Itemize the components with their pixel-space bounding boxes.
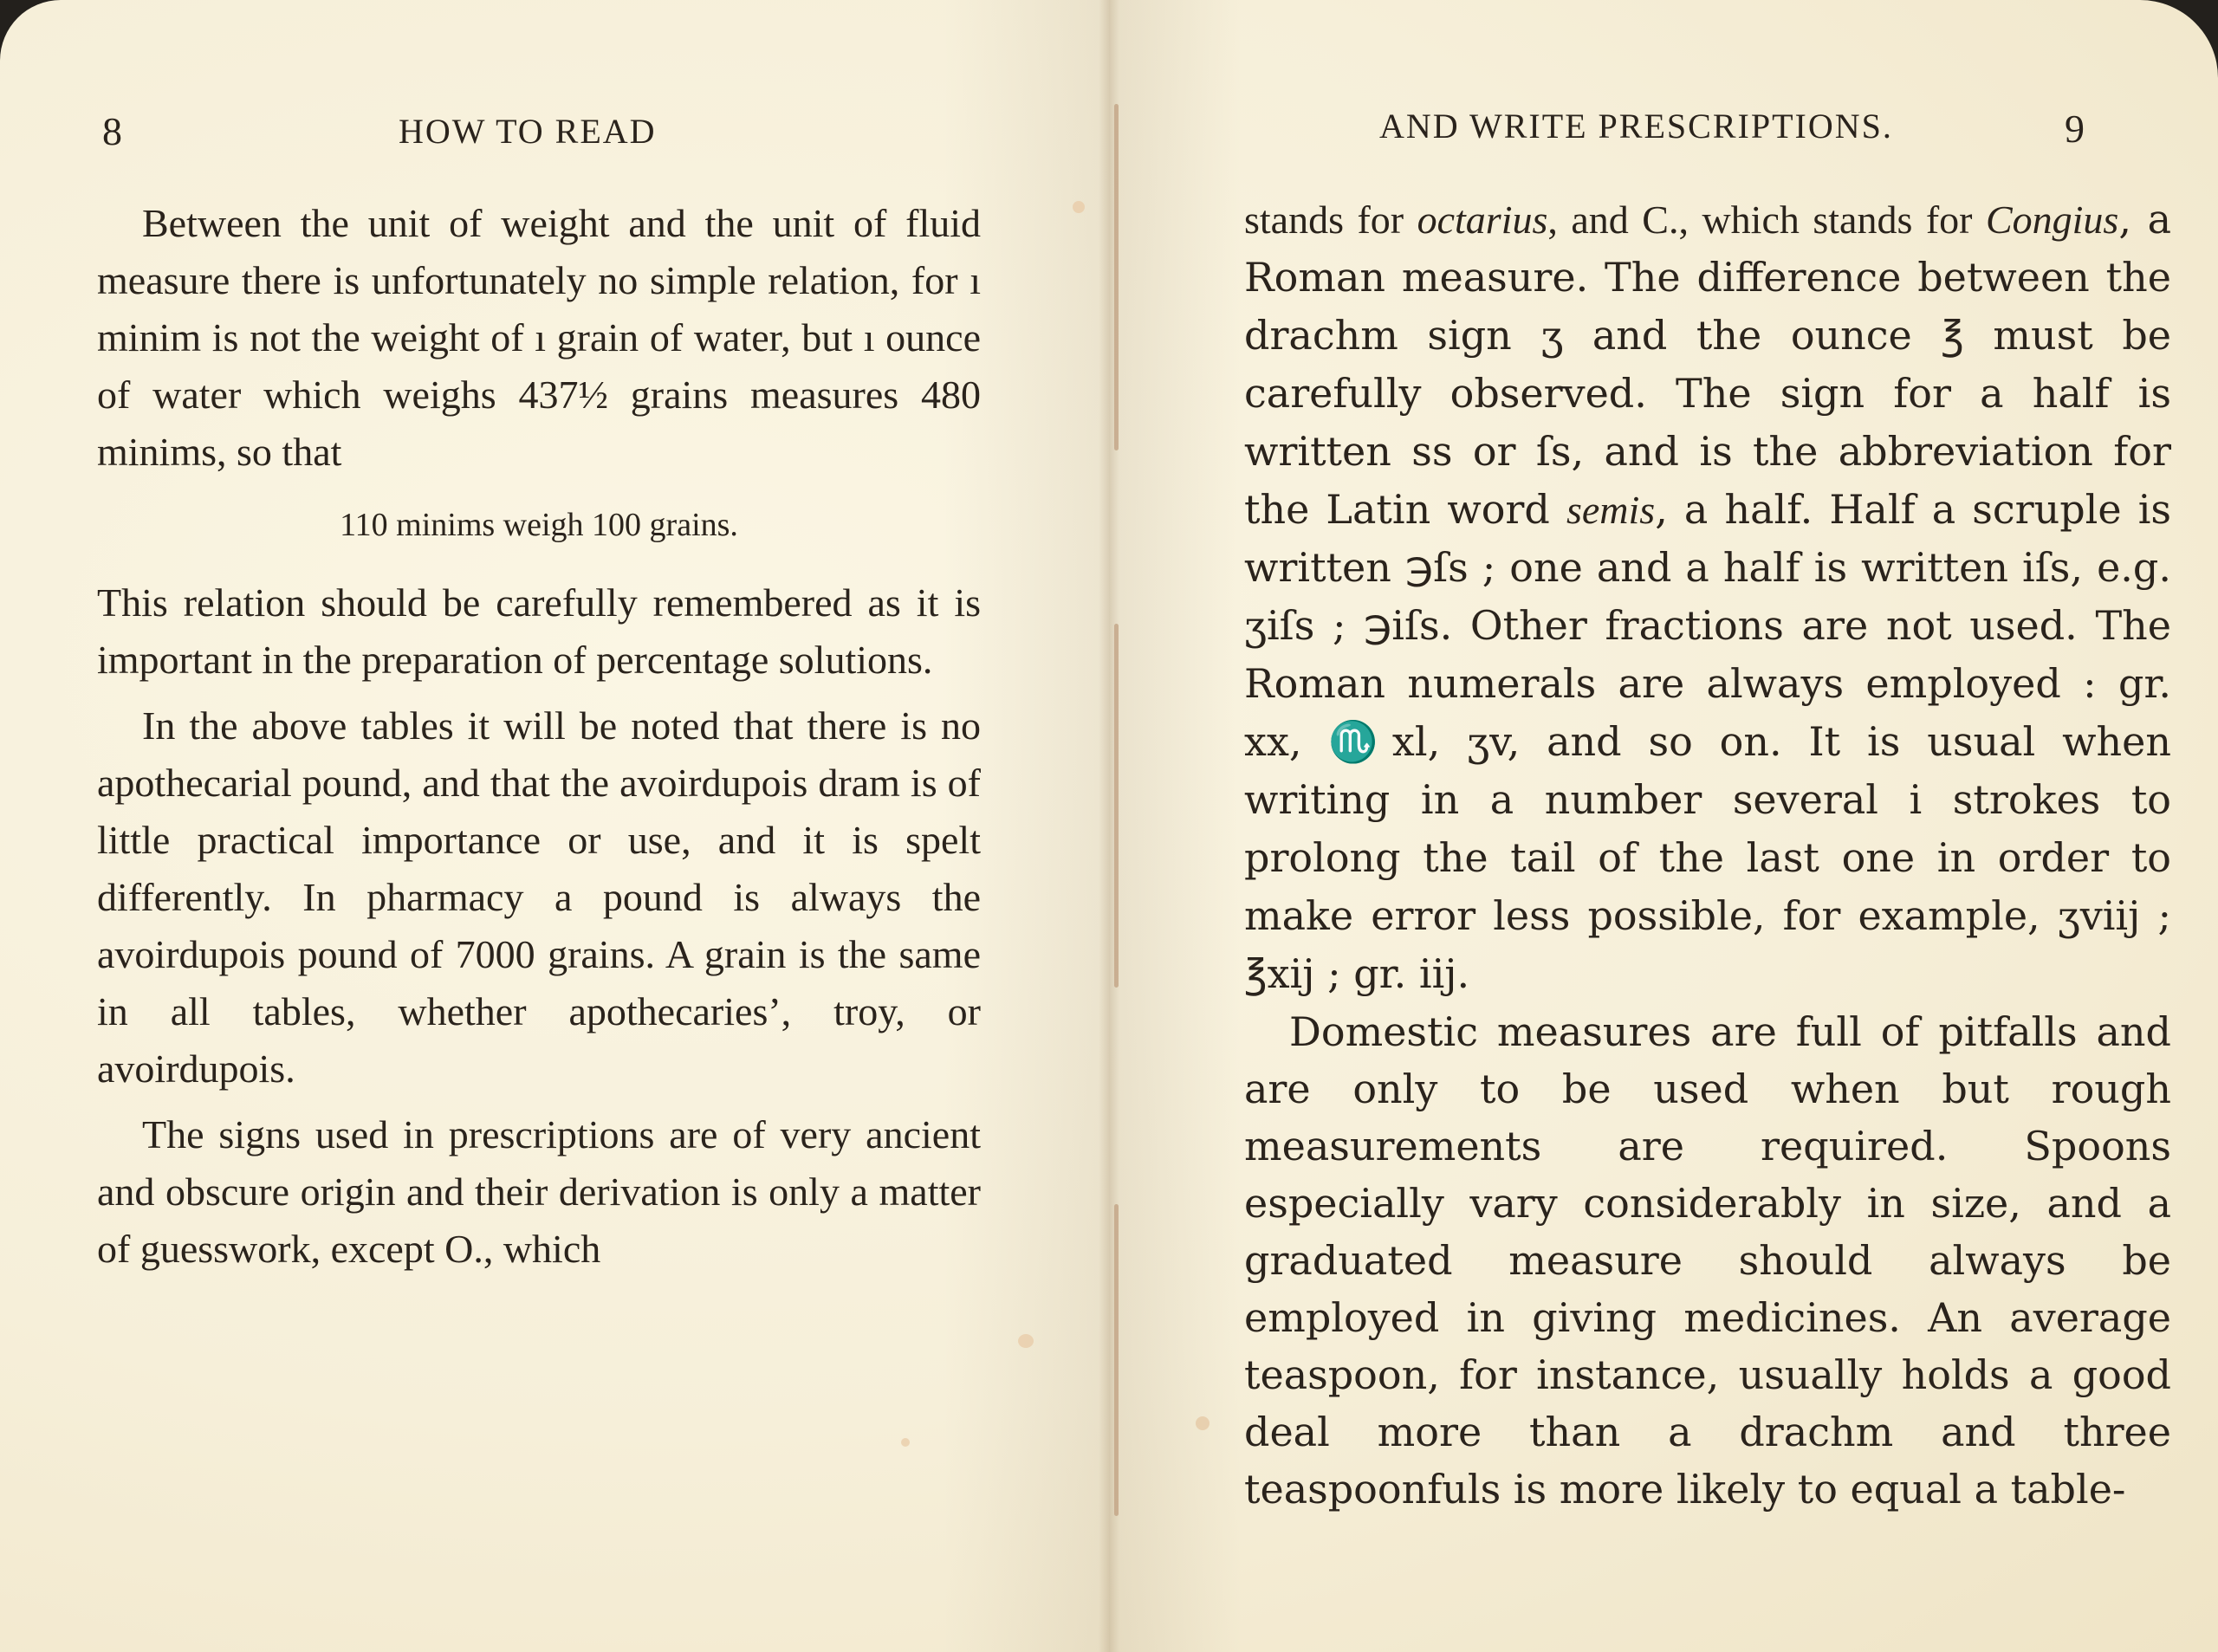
text-span: , and C., which stands for	[1547, 198, 1986, 242]
text-span: , a half. Half a scruple is written ℈ſs ; one and a half is written iſs, e.g. ʒiſs ; ℈iſs. Other fractions are not used. The Roman numerals are always employed : gr. xx, ♏xl, ʒv, and so on. It is usual when writing in a number several i strokes to prolong the tail of the last one in order to make error less possible, for example, ʒviij ; ℥xij ; gr. iij.	[1244, 486, 2172, 997]
foxing-spot	[1018, 1334, 1034, 1348]
paragraph	[1244, 191, 2171, 1003]
running-head-right: AND WRITE PRESCRIPTIONS.	[1379, 107, 1893, 146]
text-span: stands for	[1244, 198, 1417, 242]
running-head-left: HOW TO READ	[399, 112, 657, 151]
page-number-right: 9	[2065, 107, 2085, 151]
paragraph: This relation should be carefully remembered as it is important in the preparation of percentage solutions.	[97, 580, 981, 682]
paragraph: Between the unit of weight and the unit of fluid measure there is unfortunately no simple relation, for ı minim is not the weight of ı grain of water, but ı ounce of water which weighs 437½ grains measures 480 minims, so that	[97, 201, 981, 474]
left-body	[97, 195, 981, 1278]
italic-term: semis	[1566, 488, 1656, 532]
centered-formula: 110 minims weigh 100 grains.	[340, 507, 738, 543]
text-span: , a Roman measure. The difference between the drachm sign ʒ and the ounce ℥ must be carefully observed. The sign for a half is written ss or ſs, and is the abbreviation for the Latin word	[1244, 196, 2171, 533]
right-page	[1109, 0, 2218, 1652]
paragraph: Domestic measures are full of pitfalls and are only to be used when but rough measurements are required. Spoons especially vary considerably in size, and a graduated measure should always be employed in giving medicines. An average teaspoon, for instance, usually holds a good deal more than a drachm and three teaspoonfuls is more likely to equal a table-	[1244, 1008, 2171, 1513]
paragraph: The signs used in prescriptions are of very ancient and obscure origin and their derivation is only a matter of guesswork, except O., which	[97, 1112, 981, 1271]
italic-term: octarius	[1417, 198, 1548, 242]
italic-term: Congius	[1985, 198, 2119, 242]
paragraph: In the above tables it will be noted that there is no apothecarial pound, and that the avoirdupois dram is of little practical importance or use, and it is spelt differently. In pharmacy a pound is always the avoirdupois pound of 7000 grains. A grain is the same in all tables, whether apothecaries’, troy, or avoirdupois.	[97, 703, 981, 1091]
foxing-spot	[901, 1438, 910, 1447]
page-number-left: 8	[102, 109, 122, 153]
right-body	[1244, 191, 2171, 1518]
foxing-spot	[1073, 201, 1085, 213]
